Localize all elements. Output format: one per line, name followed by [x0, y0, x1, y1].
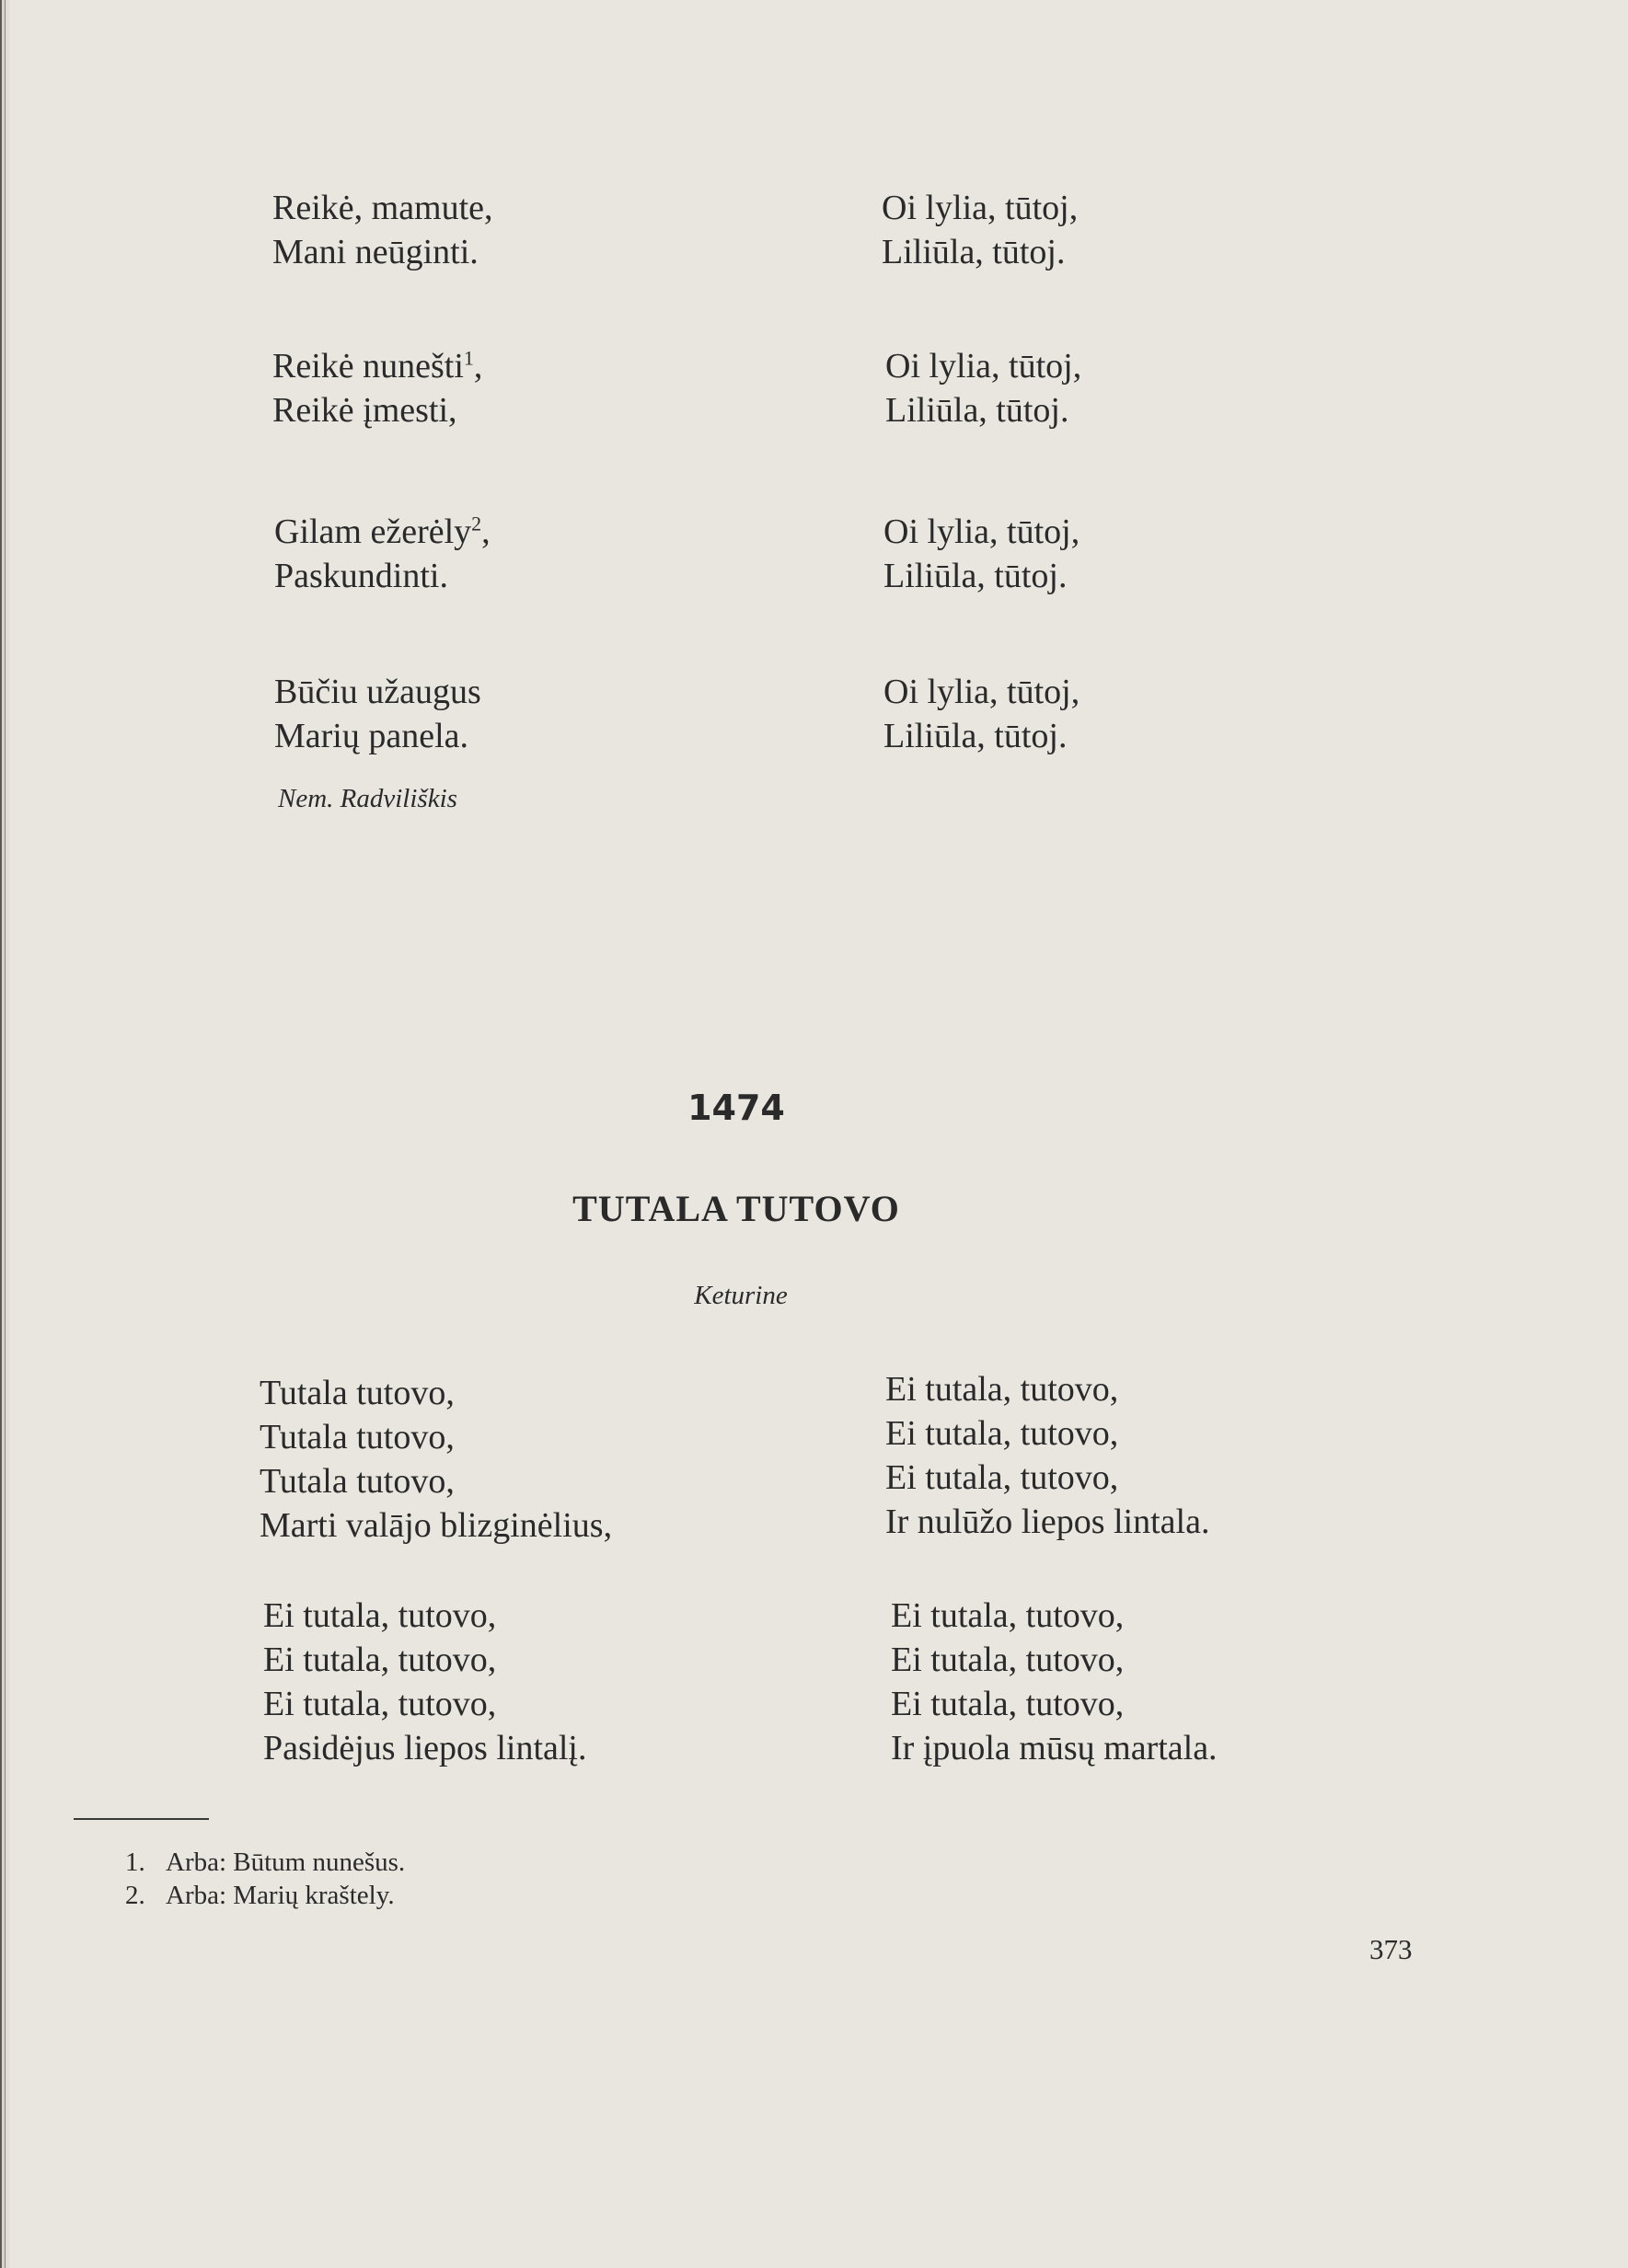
verse-line: Tutala tutovo,	[260, 1374, 455, 1412]
stanza-5-right	[885, 1367, 1209, 1544]
stanza-3-right	[883, 510, 1080, 598]
stanza-4-right	[883, 670, 1080, 758]
stanza-6-right	[891, 1594, 1218, 1770]
verse-line: Mani neūginti.	[272, 233, 479, 271]
verse-line: Ei tutala, tutovo,	[263, 1596, 497, 1635]
stanza-2-right	[885, 344, 1081, 432]
footnote-mark: 2	[471, 512, 482, 535]
verse-line: Oi lylia, tūtoj,	[882, 189, 1079, 227]
verse-line: Reikė nunešti$^1$,	[272, 346, 483, 386]
footnote	[125, 1846, 405, 1879]
verse-line: Liliūla, tūtoj.	[883, 557, 1068, 595]
verse-line: Būčiu užaugus	[274, 673, 481, 711]
verse-line: Tutala tutovo,	[260, 1418, 455, 1456]
stanza-2-left	[272, 344, 482, 432]
book-spine-edge	[0, 0, 9, 2268]
verse-line: Marių panela.	[274, 717, 469, 755]
verse-line: Liliūla, tūtoj.	[883, 717, 1068, 755]
song-subtitle: Keturine	[694, 1281, 788, 1310]
footnote-number: 1.	[125, 1848, 145, 1877]
stanza-3-left	[274, 510, 491, 598]
footnote-rule	[74, 1818, 209, 1820]
verse-line: Ei tutala, tutovo,	[885, 1414, 1119, 1453]
verse-line: Ir nulūžo liepos lintala.	[885, 1502, 1210, 1541]
footnote	[125, 1879, 395, 1912]
song-number: 1474	[687, 1088, 785, 1128]
verse-line: Ir įpuola mūsų martala.	[891, 1729, 1218, 1767]
verse-line: Ei tutala, tutovo,	[885, 1370, 1119, 1409]
footnote-text: Arba: Būtum nunešus.	[166, 1848, 406, 1877]
verse-line: Ei tutala, tutovo,	[891, 1596, 1125, 1635]
verse-line: Liliūla, tūtoj.	[882, 233, 1066, 271]
stanza-5-left	[260, 1371, 612, 1548]
verse-line: Tutala tutovo,	[260, 1462, 455, 1501]
verse-line: Ei tutala, tutovo,	[891, 1685, 1125, 1723]
footnote-mark: 1	[463, 346, 474, 370]
verse-line: Ei tutala, tutovo,	[263, 1685, 497, 1723]
verse-line: Gilam ežerėly$^2$,	[274, 512, 491, 551]
verse-line: Paskundinti.	[274, 557, 448, 595]
stanza-6-left	[263, 1594, 586, 1770]
verse-line: Reikė įmesti,	[272, 391, 457, 430]
stanza-4-left	[274, 670, 481, 758]
stanza-1-left	[272, 186, 493, 274]
verse-line: Reikė, mamute,	[272, 189, 493, 227]
verse-line: Oi lylia, tūtoj,	[885, 347, 1082, 386]
verse-line: Ei tutala, tutovo,	[263, 1641, 497, 1679]
verse-line: Oi lylia, tūtoj,	[883, 512, 1080, 551]
verse-line: Ei tutala, tutovo,	[891, 1641, 1125, 1679]
page-number: 373	[1369, 1933, 1413, 1965]
verse-line: Marti valājo blizginėlius,	[260, 1506, 613, 1545]
verse-line: Oi lylia, tūtoj,	[883, 673, 1080, 711]
verse-line: Liliūla, tūtoj.	[885, 391, 1069, 430]
song-location: Nem. Radviliškis	[278, 784, 457, 813]
song-title: TUTALA TUTOVO	[572, 1188, 900, 1229]
stanza-1-right	[882, 186, 1078, 274]
verse-line: Ei tutala, tutovo,	[885, 1458, 1119, 1497]
footnote-number: 2.	[125, 1881, 145, 1910]
verse-line: Pasidėjus liepos lintalį.	[263, 1729, 587, 1767]
footnote-text: Arba: Marių kraštely.	[166, 1881, 395, 1910]
